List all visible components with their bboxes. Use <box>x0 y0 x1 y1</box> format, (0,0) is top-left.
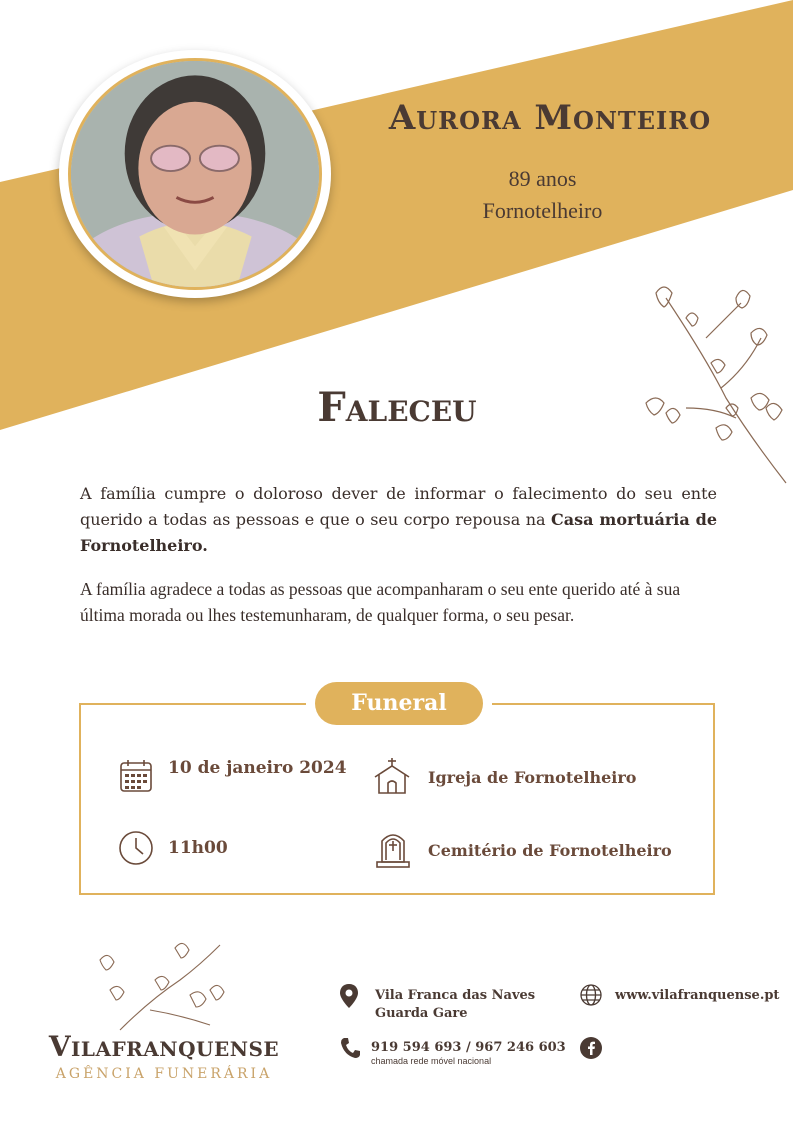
clock-icon <box>118 830 154 866</box>
brand-name: Vilafranquense <box>48 1030 280 1063</box>
flower-decoration <box>626 278 791 488</box>
address-line2: Guarda Gare <box>375 1006 468 1021</box>
page-heading: Faleceu <box>317 384 477 431</box>
portrait-frame <box>59 50 331 298</box>
facebook-icon[interactable] <box>580 1037 602 1059</box>
church-icon <box>372 757 412 795</box>
announcement-location: Casa mortuária de Fornotelheiro. <box>80 510 718 555</box>
phone-icon <box>340 1037 360 1059</box>
tombstone-icon <box>375 829 411 869</box>
funeral-title-badge: Funeral <box>315 682 483 725</box>
funeral-church: Igreja de Fornotelheiro <box>428 768 637 787</box>
address-line1: Vila Franca das Naves <box>375 988 536 1003</box>
thanks-paragraph: A família agradece a todas as pessoas que acompanharam o seu ente querido até à sua última morada ou lhes testemunharam, de qualquer forma, o seu pesar. <box>80 579 681 625</box>
deceased-place: Fornotelheiro <box>482 198 603 223</box>
funeral-date: 10 de janeiro 2024 <box>168 758 347 778</box>
deceased-age: 89 anos <box>508 166 577 191</box>
brand-tagline: AGÊNCIA FUNERÁRIA <box>55 1066 273 1082</box>
globe-icon <box>580 984 602 1006</box>
funeral-cemetery: Cemitério de Fornotelheiro <box>428 841 672 860</box>
portrait-photo <box>68 58 322 290</box>
funeral-time: 11h00 <box>168 838 228 858</box>
website-link[interactable]: www.vilafranquense.pt <box>615 988 780 1003</box>
announcement-text: A família cumpre o doloroso dever de informar o falecimento do seu ente querido a todas as pessoas e que o seu corpo repousa na <box>80 484 717 529</box>
announcement-paragraph <box>80 481 717 559</box>
location-pin-icon <box>340 984 358 1008</box>
brand-flower-logo <box>90 940 250 1040</box>
phone-numbers: 919 594 693 / 967 246 603 <box>371 1040 566 1055</box>
phone-note: chamada rede móvel nacional <box>371 1056 492 1066</box>
deceased-name: Aurora Monteiro <box>388 98 712 138</box>
calendar-icon <box>118 758 154 794</box>
